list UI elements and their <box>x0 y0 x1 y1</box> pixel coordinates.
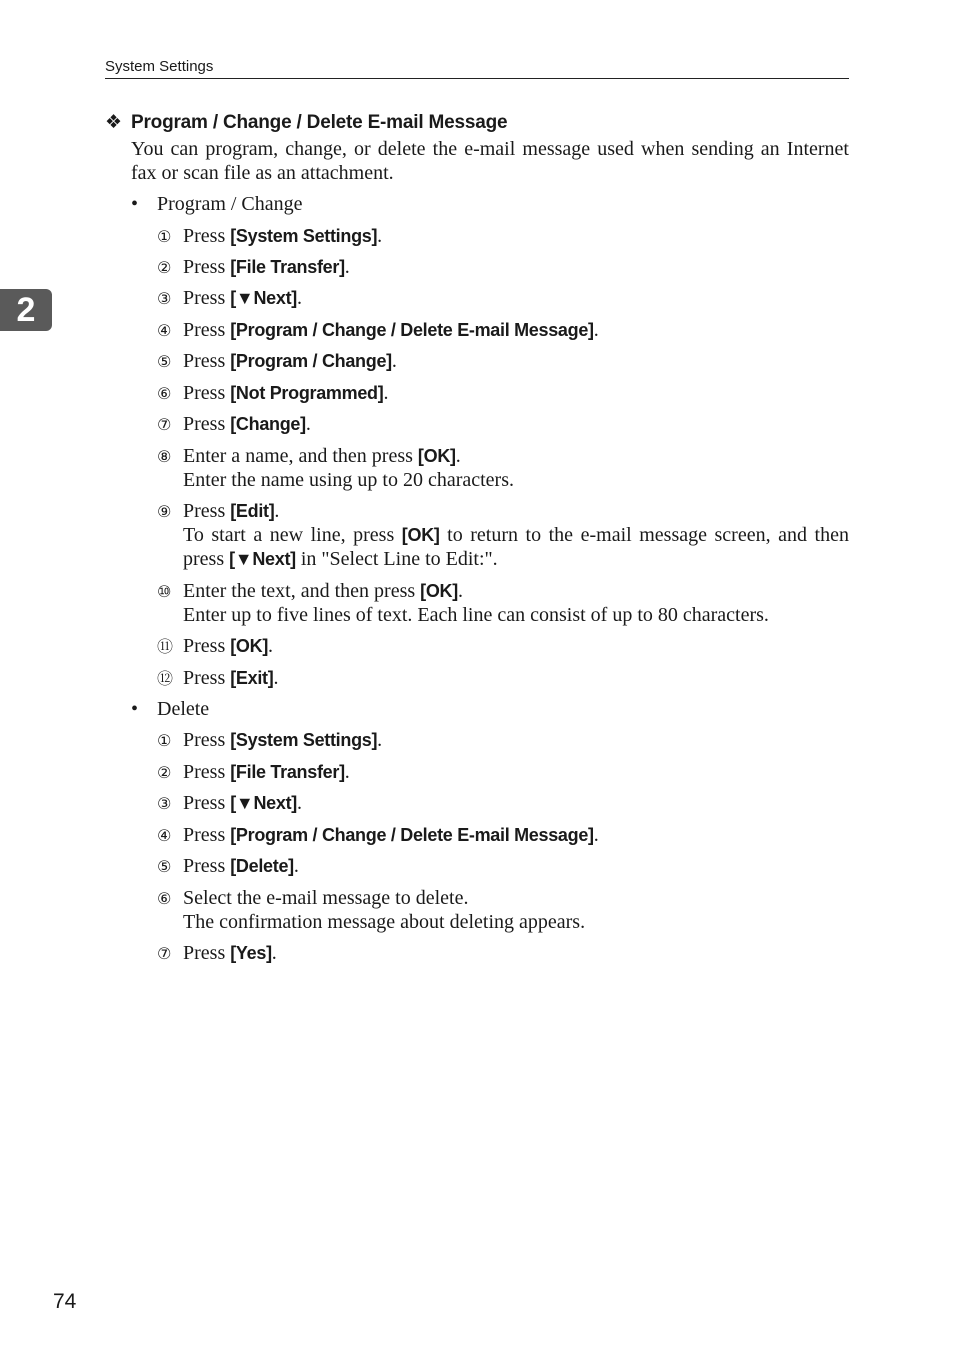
step-number: ① <box>157 227 172 246</box>
bullet-delete <box>131 697 209 721</box>
step-note: The confirmation message about deleting appears. <box>183 911 586 933</box>
step-number: ④ <box>157 321 172 340</box>
step-number: ④ <box>157 826 172 845</box>
key-label: [▼Next] <box>230 288 297 308</box>
section-heading <box>105 110 507 136</box>
program-step-9: ⑨ Press [Edit]. To start a new line, press [OK] to return to the e-mail message screen, and then press [▼Next] in "Select Line to Edit:". <box>157 500 849 570</box>
running-header-title: System Settings <box>105 58 214 75</box>
key-label: [File Transfer] <box>230 762 345 782</box>
step-number: ⑩ <box>157 582 172 601</box>
running-header <box>105 57 849 79</box>
bullet-dot-icon: • <box>131 193 139 215</box>
step-number: ② <box>157 258 172 277</box>
step-number: ① <box>157 731 172 750</box>
delete-step-4: ④ Press [Program / Change / Delete E-mail Message]. <box>157 823 849 847</box>
key-label: [Program / Change / Delete E-mail Message] <box>230 320 594 340</box>
step-number: ⑧ <box>157 447 172 466</box>
program-step-2: ② Press [File Transfer]. <box>157 255 849 279</box>
key-label: [OK] <box>401 525 440 545</box>
page-number: 74 <box>53 1290 77 1313</box>
section-title: Program / Change / Delete E-mail Message <box>131 112 508 133</box>
step-number: ⑪ <box>157 637 174 656</box>
program-step-6: ⑥ Press [Not Programmed]. <box>157 381 849 405</box>
step-note: Enter the name using up to 20 characters. <box>183 469 514 491</box>
delete-step-1: ① Press [System Settings]. <box>157 728 849 752</box>
step-number: ⑥ <box>157 889 172 908</box>
program-step-11: ⑪ Press [OK]. <box>157 634 849 658</box>
key-label: [System Settings] <box>230 730 378 750</box>
program-step-4: ④ Press [Program / Change / Delete E-mail Message]. <box>157 318 849 342</box>
step-number: ⑦ <box>157 944 172 963</box>
key-label: [Change] <box>230 414 306 434</box>
delete-step-3: ③ Press [▼Next]. <box>157 791 849 815</box>
key-label: [Edit] <box>230 501 275 521</box>
program-step-7: ⑦ Press [Change]. <box>157 412 849 436</box>
program-step-3: ③ Press [▼Next]. <box>157 286 849 310</box>
delete-step-7: ⑦ Press [Yes]. <box>157 941 849 965</box>
step-number: ② <box>157 763 172 782</box>
step-note: Enter up to five lines of text. Each line can consist of up to 80 characters. <box>183 604 769 626</box>
bullet-label: Program / Change <box>157 193 303 215</box>
step-number: ⑥ <box>157 384 172 403</box>
program-step-1: ① Press [System Settings]. <box>157 224 849 248</box>
diamond-bullet-icon: ❖ <box>105 112 122 133</box>
delete-step-2: ② Press [File Transfer]. <box>157 760 849 784</box>
key-label: [Delete] <box>230 856 294 876</box>
chapter-tab: 2 <box>0 289 52 331</box>
program-step-12: ⑫ Press [Exit]. <box>157 666 849 690</box>
key-label: [▼Next] <box>229 549 296 569</box>
key-label: [File Transfer] <box>230 257 345 277</box>
step-number: ⑦ <box>157 415 172 434</box>
section-intro: You can program, change, or delete the e-mail message used when sending an Internet fax or scan file as an attachment. <box>131 138 849 184</box>
program-step-10: ⑩ Enter the text, and then press [OK]. Enter up to five lines of text. Each line can consist of up to 80 characters. <box>157 579 849 627</box>
bullet-dot-icon: • <box>131 698 139 720</box>
key-label: [Not Programmed] <box>230 383 384 403</box>
step-number: ⑫ <box>157 669 174 688</box>
key-label: [OK] <box>230 636 269 656</box>
program-step-8: ⑧ Enter a name, and then press [OK]. Enter the name using up to 20 characters. <box>157 444 849 492</box>
key-label: [Program / Change] <box>230 351 392 371</box>
key-label: [OK] <box>420 581 458 601</box>
key-label: [▼Next] <box>230 793 297 813</box>
step-number: ⑤ <box>157 857 172 876</box>
step-number: ③ <box>157 794 172 813</box>
step-note: To start a new line, press [OK] to return to the e-mail message screen, and then press [▼Next] in "Select Line to Edit:". <box>183 524 849 570</box>
program-step-5: ⑤ Press [Program / Change]. <box>157 349 849 373</box>
delete-step-5: ⑤ Press [Delete]. <box>157 854 849 878</box>
key-label: [Program / Change / Delete E-mail Message] <box>230 825 594 845</box>
step-number: ⑨ <box>157 502 172 521</box>
bullet-program-change <box>131 192 303 216</box>
bullet-label: Delete <box>157 698 210 720</box>
step-number: ③ <box>157 289 172 308</box>
step-number: ⑤ <box>157 352 172 371</box>
key-label: [System Settings] <box>230 226 378 246</box>
delete-step-6: ⑥ Select the e-mail message to delete. The confirmation message about deleting appears. <box>157 886 849 934</box>
key-label: [Yes] <box>230 943 272 963</box>
key-label: [OK] <box>417 446 456 466</box>
key-label: [Exit] <box>230 668 274 688</box>
